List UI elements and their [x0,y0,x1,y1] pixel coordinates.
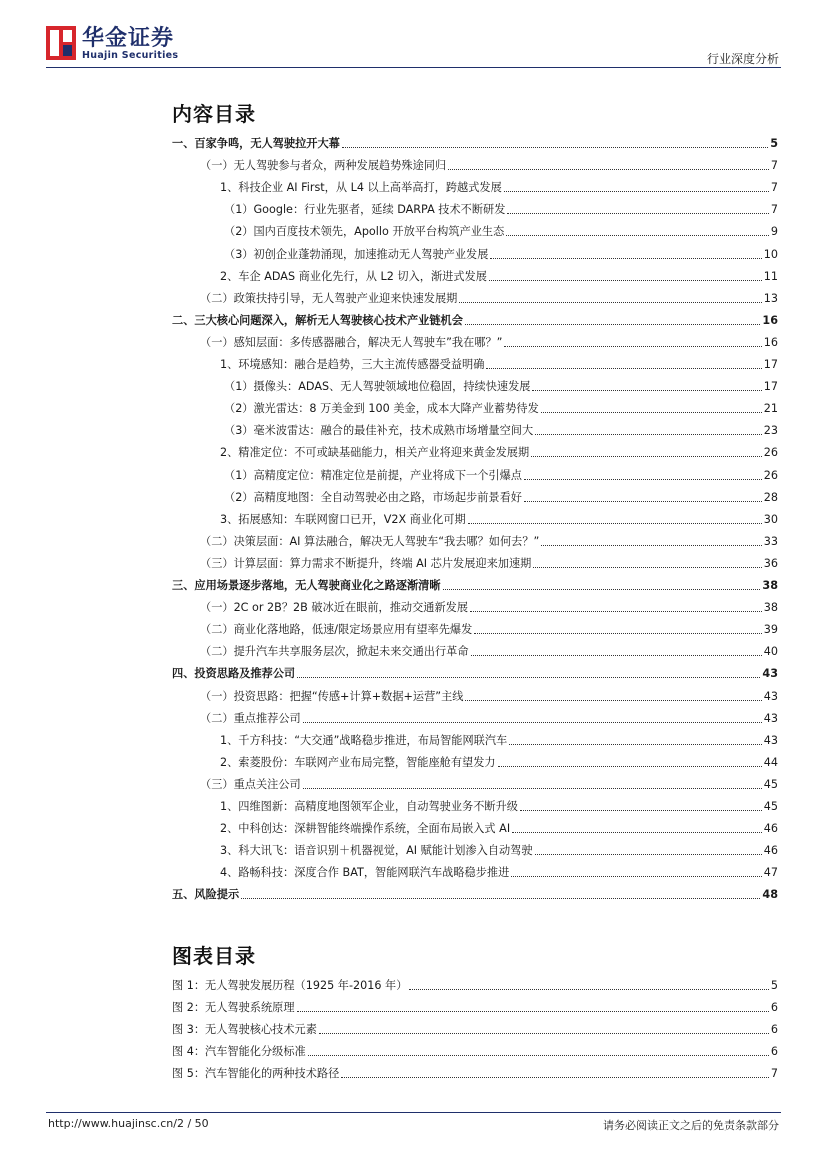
toc-entry[interactable] [220,794,778,814]
footer-disclaimer: 请务必阅读正文之后的免责条款部分 [603,1119,779,1132]
toc-entry-page: 38 [763,601,778,615]
toc-entry-page: 36 [763,556,778,570]
toc-entry-label: （1）高精度定位：精准定位是前提，产业将成下一个引爆点 [224,468,522,482]
toc-entry-label: （一）感知层面：多传感器融合，解决无人驾驶车”我在哪？” [200,335,503,349]
toc-entry-page: 16 [762,313,778,327]
figure-entry[interactable] [172,1017,778,1037]
figure-entry-page: 6 [770,1023,778,1037]
dot-leader [308,1055,769,1056]
figure-entry[interactable] [172,973,778,993]
toc-entry-page: 7 [770,181,778,195]
dot-leader [486,368,761,369]
figure-list-title: 图表目录 [172,944,256,968]
toc-entry-label: 五、风险提示 [172,888,240,902]
toc-entry[interactable] [172,131,778,151]
toc-entry[interactable] [200,551,778,571]
toc-entry-page: 43 [763,689,778,703]
toc-entry-page: 10 [763,247,778,261]
dot-leader [297,1011,769,1012]
dot-leader [520,810,762,811]
toc-entry-page: 47 [763,866,778,880]
toc-entry[interactable] [200,772,778,792]
figure-entry-label: 图 4：汽车智能化分级标准 [172,1045,306,1059]
figure-entry[interactable] [172,1039,778,1059]
dot-leader [511,876,761,877]
dot-leader [443,589,761,590]
toc-entry-label: 2、索菱股份：车联网产业布局完整，智能座舱有望发力 [220,755,496,769]
toc-entry-label: 2、中科创达：深耕智能终端操作系统，全面布局嵌入式 AI [220,822,511,836]
toc-entry-label: 四、投资思路及推荐公司 [172,667,296,681]
toc-entry-label: 1、环境感知：融合是趋势，三大主流传感器受益明确 [220,358,485,371]
toc-entry-label: 2、精准定位：不可或缺基础能力，相关产业将迎来黄金发展期 [220,446,530,460]
dot-leader [341,1077,769,1078]
dot-leader [509,744,762,745]
toc-entry[interactable] [220,264,778,284]
toc-entry[interactable] [172,573,778,593]
toc-entry-page: 30 [763,512,778,526]
toc-entry[interactable] [200,639,778,659]
toc-entry[interactable] [200,706,778,726]
toc-entry[interactable] [224,374,778,394]
toc-entry-label: 2、车企 ADAS 商业化先行，从 L2 切入，渐进式发展 [220,269,487,283]
toc-entry-label: 三、应用场景逐步落地，无人驾驶商业化之路逐渐清晰 [172,579,441,592]
toc-entry-label: 3、拓展感知：车联网窗口已开，V2X 商业化可期 [220,512,466,526]
toc-entry-page: 45 [763,800,778,813]
toc-entry-label: （二）决策层面：AI 算法融合，解决无人驾驶车“我去哪？如何去？” [200,534,540,548]
toc-entry-label: （2）高精度地图：全自动驾驶必由之路，市场起步前景看好 [224,490,522,504]
footer-divider [46,1112,781,1113]
toc-entry-page: 43 [763,733,778,747]
toc-entry-page: 40 [763,645,778,659]
toc-entry-label: （3）初创企业蓬勃涌现，加速推动无人驾驶产业发展 [224,247,489,261]
toc-entry-page: 23 [763,424,778,438]
toc-entry-page: 21 [763,402,778,416]
toc-entry-page: 9 [770,225,778,239]
toc-entry-page: 13 [763,291,778,305]
dot-leader [533,567,761,568]
huajin-logo-icon [46,26,76,60]
dot-leader [303,788,762,789]
toc-entry-page: 5 [770,137,778,150]
dot-leader [468,523,762,524]
toc-entry[interactable] [220,175,778,195]
toc-entry[interactable] [224,242,778,262]
toc-entry-label: （二）重点推荐公司 [200,711,301,725]
toc-entry[interactable] [224,485,778,505]
dot-leader [490,258,761,259]
toc-entry-label: （一）2C or 2B？2B 破冰近在眼前，推动交通新发展 [200,601,469,615]
toc-entry-label: 3、科大讯飞：语音识别＋机器视觉，AI 赋能计划渗入自动驾驶 [220,844,533,858]
dot-leader [504,346,761,347]
dot-leader [524,479,762,480]
toc-entry[interactable] [200,529,778,549]
toc-entry-label: 二、三大核心问题深入，解析无人驾驶核心技术产业链机会 [172,313,463,327]
toc-entry[interactable] [172,661,778,681]
brand-name-cn: 华金证券 [82,26,175,51]
toc-entry-page: 7 [770,203,778,217]
toc-entry-label: 4、路畅科技：深度合作 BAT，智能网联汽车战略稳步推进 [220,866,510,880]
toc-entry[interactable] [224,197,778,217]
toc-entry[interactable] [224,418,778,438]
dot-leader [512,832,762,833]
figure-entry-page: 5 [770,979,778,992]
toc-entry-label: （3）毫米波雷达：融合的最佳补充，技术成熟市场增量空间大 [224,424,534,438]
dot-leader [535,434,762,435]
toc-entry-label: （一）无人驾驶参与者众，两种发展趋势殊途同归 [200,159,447,173]
toc-entry[interactable] [224,396,778,416]
toc-entry-page: 44 [763,755,778,769]
toc-entry[interactable] [220,816,778,836]
dot-leader [465,700,761,701]
toc-entry[interactable] [200,617,778,637]
header-divider [46,67,781,68]
dot-leader [535,854,762,855]
toc-entry-page: 48 [762,888,778,902]
toc-entry[interactable] [224,463,778,483]
toc-entry-page: 28 [763,490,778,504]
dot-leader [471,655,762,656]
toc-entry-page: 39 [763,623,778,637]
toc-title: 内容目录 [172,102,256,126]
toc-entry-page: 17 [763,358,778,371]
toc-entry-label: （二）提升汽车共享服务层次，掀起未来交通出行革命 [200,645,469,659]
brand-name-en: Huajin Securities [82,50,179,61]
toc-entry[interactable] [172,308,778,328]
toc-entry-label: （二）商业化落地路，低速/限定场景应用有望率先爆发 [200,623,473,637]
toc-entry-label: 1、科技企业 AI First，从 L4 以上高举高打，跨越式发展 [220,181,502,195]
toc-entry-page: 46 [763,844,778,858]
toc-entry-page: 26 [763,446,778,460]
toc-entry-page: 38 [762,579,778,592]
toc-entry-page: 26 [763,468,778,482]
dot-leader [409,989,768,990]
toc-entry-label: （三）重点关注公司 [200,777,301,791]
dot-leader [465,324,761,325]
toc-entry-page: 16 [763,335,778,349]
page-header [0,0,827,70]
dot-leader [459,302,761,303]
toc-entry-label: （一）投资思路：把握“传感+计算+数据+运营”主线 [200,689,464,703]
toc-entry[interactable] [220,507,778,527]
figure-entry-label: 图 1：无人驾驶发展历程（1925 年-2016 年） [172,979,408,992]
dot-leader [541,545,761,546]
dot-leader [507,213,768,214]
toc-entry-page: 7 [770,159,778,173]
dot-leader [532,390,761,391]
toc-entry[interactable] [220,750,778,770]
toc-entry[interactable] [220,440,778,460]
toc-entry[interactable] [224,219,778,239]
toc-entry[interactable] [200,330,778,350]
toc-entry-label: （三）计算层面：算力需求不断提升，终端 AI 芯片发展迎来加速期 [200,556,532,570]
figure-entry-label: 图 5：汽车智能化的两种技术路径 [172,1067,340,1081]
dot-leader [504,191,769,192]
toc-entry[interactable] [220,838,778,858]
dot-leader [470,611,762,612]
figure-entry-page: 7 [770,1067,778,1081]
toc-entry[interactable] [200,684,778,704]
toc-entry-page: 33 [763,534,778,548]
toc-entry[interactable] [200,153,778,173]
dot-leader [489,280,762,281]
dot-leader [506,235,769,236]
toc-entry-label: （2）国内百度技术领先，Apollo 开放平台构筑产业生态 [224,225,505,239]
toc-entry[interactable] [220,860,778,880]
toc-entry-label: （1）摄像头：ADAS、无人驾驶领域地位稳固，持续快速发展 [224,380,531,394]
toc-entry-page: 45 [763,777,778,791]
toc-entry[interactable] [200,286,778,306]
figure-entry[interactable] [172,1061,778,1081]
dot-leader [498,766,762,767]
toc-entry[interactable] [220,728,778,748]
dot-leader [297,677,760,678]
toc-entry-page: 17 [763,380,778,394]
dot-leader [303,722,762,723]
toc-entry-label: （二）政策扶持引导，无人驾驶产业迎来快速发展期 [200,291,458,305]
dot-leader [474,633,761,634]
dot-leader [319,1033,769,1034]
toc-entry[interactable] [172,882,778,902]
toc-entry-label: （2）激光雷达：8 万美金到 100 美金，成本大降产业蓄势待发 [224,402,539,416]
dot-leader [531,456,762,457]
toc-entry-label: 1、四维图新：高精度地图领军企业，自动驾驶业务不断升级 [220,800,518,813]
figure-entry-page: 6 [770,1001,778,1015]
dot-leader [241,898,760,899]
toc-entry[interactable] [220,352,778,372]
dot-leader [524,501,762,502]
dot-leader [448,169,769,170]
figure-entry-label: 图 3：无人驾驶核心技术元素 [172,1023,317,1037]
report-type: 行业深度分析 [706,52,779,66]
toc-entry-page: 43 [763,711,778,725]
toc-entry-page: 46 [763,822,778,836]
toc-entry-page: 11 [763,269,778,283]
toc-entry-page: 43 [762,667,778,681]
dot-leader [541,412,762,413]
toc-entry-label: （1）Google：行业先驱者，延续 DARPA 技术不断研发 [224,203,506,217]
toc-entry-label: 1、千方科技：“大交通”战略稳步推进，布局智能网联汽车 [220,733,508,747]
toc-entry-label: 一、百家争鸣，无人驾驶拉开大幕 [172,137,340,150]
figure-entry-page: 6 [770,1045,778,1059]
toc-entry[interactable] [200,595,778,615]
footer-url[interactable]: http://www.huajinsc.cn/2 / 50 [48,1117,209,1130]
figure-entry-label: 图 2：无人驾驶系统原理 [172,1001,295,1015]
dot-leader [342,147,768,148]
figure-entry[interactable] [172,995,778,1015]
